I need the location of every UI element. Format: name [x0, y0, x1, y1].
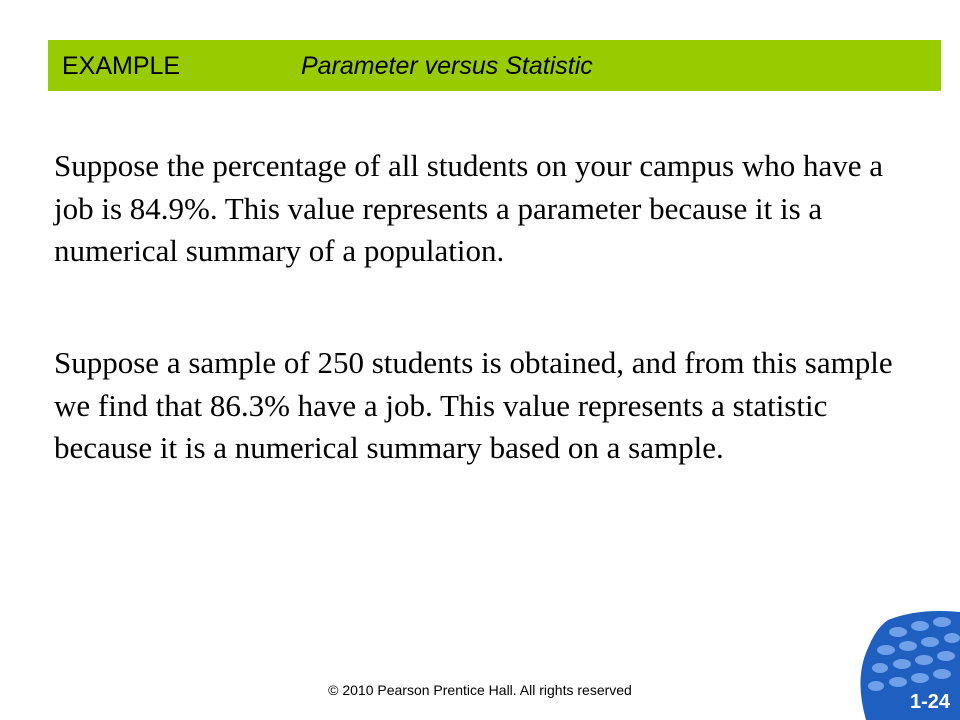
- copyright-footer: © 2010 Pearson Prentice Hall. All rights reserved: [328, 682, 632, 698]
- paragraph-parameter: Suppose the percentage of all students on your campus who have a job is 84.9%. This value represents a parameter because it is a numerical summary of a population.: [54, 148, 884, 268]
- paragraph-statistic: Suppose a sample of 250 students is obtained, and from this sample we find that 86.3% have a job. This value represents a statistic because it is a numerical summary based on a sample.: [54, 345, 893, 465]
- example-header-bar: [48, 40, 941, 91]
- slide-number: 1-24: [909, 691, 950, 713]
- example-title: Parameter versus Statistic: [301, 52, 593, 80]
- example-label: EXAMPLE: [62, 52, 181, 80]
